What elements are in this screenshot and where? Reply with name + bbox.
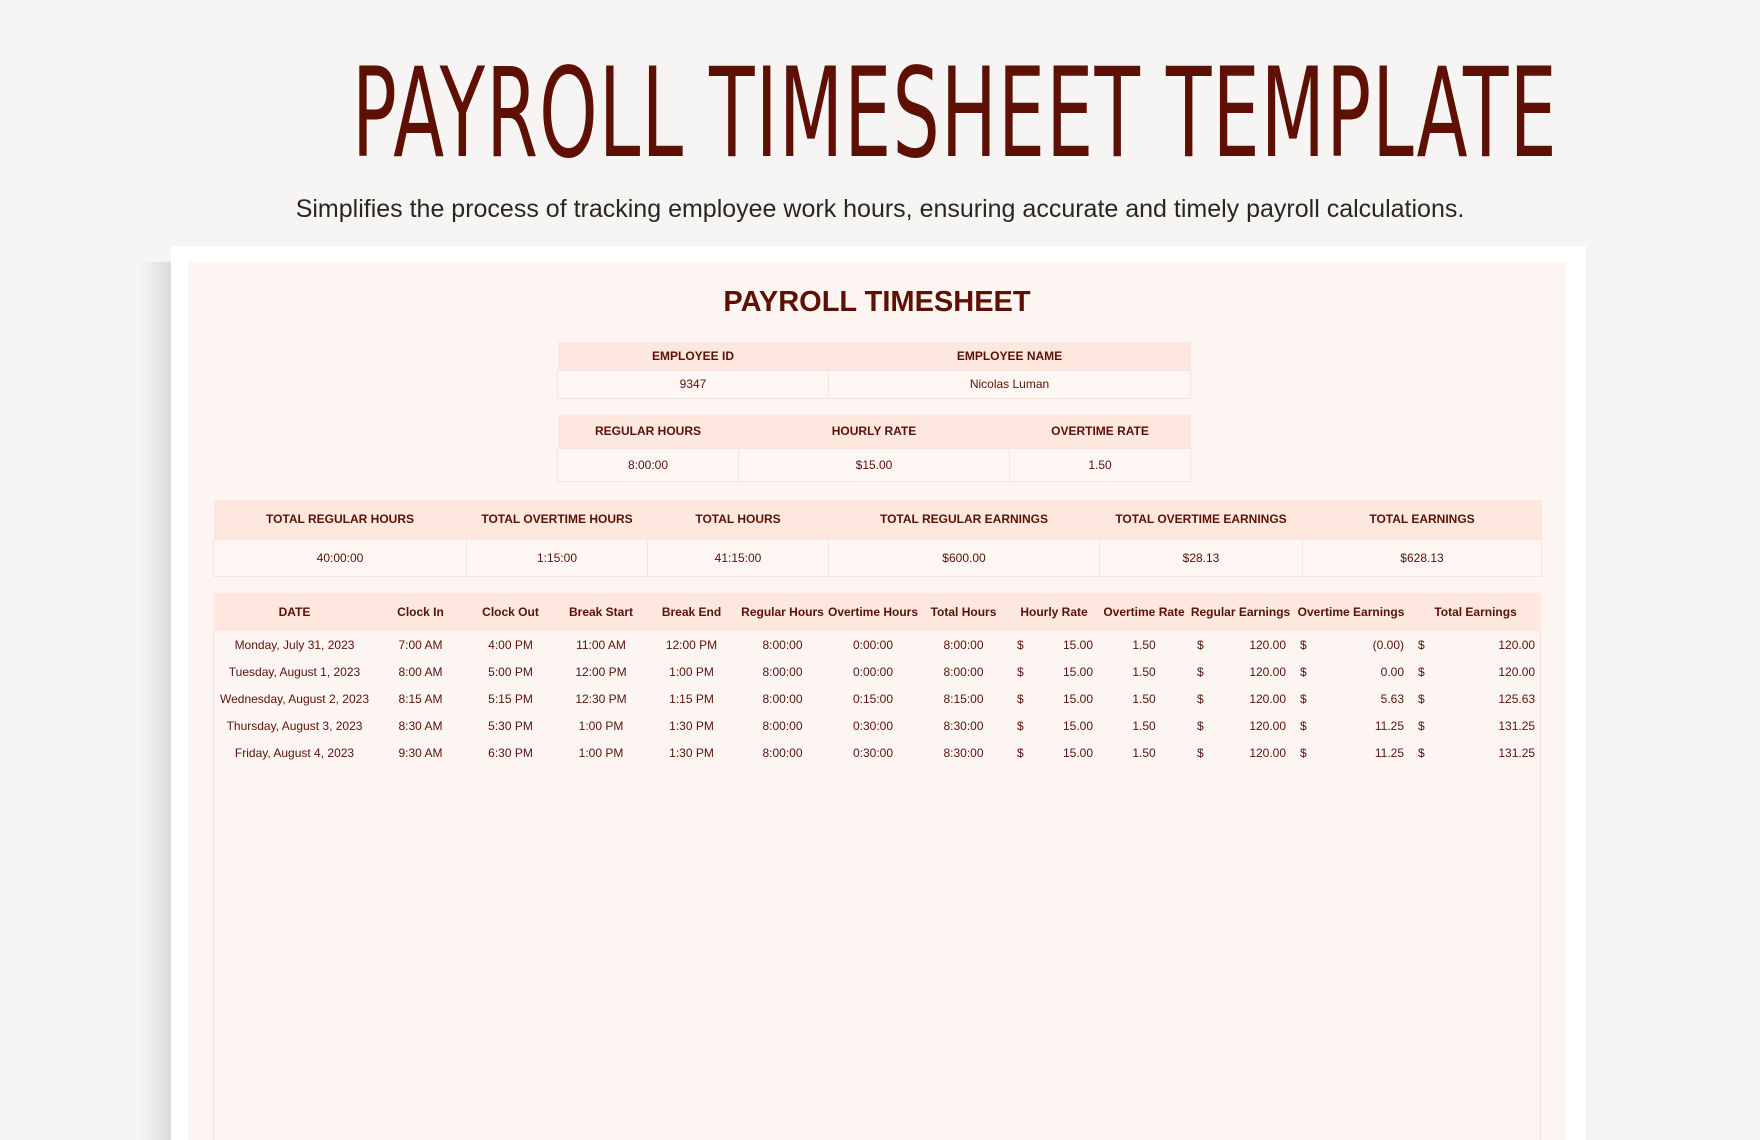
col-regular-earnings-header: Regular Earnings <box>1189 593 1292 631</box>
table-row <box>213 739 1541 766</box>
table-row <box>213 658 1541 685</box>
overtime-rate-header: OVERTIME RATE <box>1010 415 1191 448</box>
currency-symbol: $ <box>1418 691 1425 706</box>
break-end-cell[interactable]: 1:30 PM <box>669 718 714 733</box>
currency-symbol: $ <box>1197 718 1204 733</box>
employee-name-header: EMPLOYEE NAME <box>829 342 1191 370</box>
currency-symbol: $ <box>1017 691 1024 706</box>
currency-symbol: $ <box>1300 637 1307 652</box>
regular-hours-cell[interactable]: 8:00:00 <box>762 637 803 652</box>
break-end-cell[interactable]: 12:00 PM <box>665 637 718 652</box>
currency-symbol: $ <box>1418 718 1425 733</box>
hourly-rate-cell[interactable]: 15.00 <box>1062 664 1094 679</box>
total-regular-hours-header: TOTAL REGULAR HOURS <box>214 500 467 539</box>
clock-out-cell[interactable]: 5:00 PM <box>488 664 533 679</box>
clock-out-cell[interactable]: 5:15 PM <box>488 691 533 706</box>
total-earnings-cell[interactable]: $628.13 <box>1303 539 1542 576</box>
total-regular-earnings-header: TOTAL REGULAR EARNINGS <box>829 500 1100 539</box>
total-overtime-earnings-cell[interactable]: $28.13 <box>1100 539 1303 576</box>
date-cell[interactable]: Friday, August 4, 2023 <box>234 745 355 760</box>
hourly-rate-cell[interactable]: 15.00 <box>1062 718 1094 733</box>
total-overtime-hours-cell[interactable]: 1:15:00 <box>467 539 648 576</box>
currency-symbol: $ <box>1017 664 1024 679</box>
total-overtime-earnings-header: TOTAL OVERTIME EARNINGS <box>1100 500 1303 539</box>
total-hours-cell[interactable]: 8:30:00 <box>943 745 984 760</box>
break-start-cell[interactable]: 12:00 PM <box>575 664 627 679</box>
hourly-rate-cell[interactable]: 15.00 <box>1062 691 1094 706</box>
col-regular-hours-header: Regular Hours <box>737 593 828 631</box>
overtime-hours-cell[interactable]: 0:30:00 <box>852 718 894 733</box>
hourly-rate-cell[interactable]: 15.00 <box>1062 745 1094 760</box>
employee-info-table <box>557 342 1191 399</box>
regular-hours-cell[interactable]: 8:00:00 <box>762 664 803 679</box>
col-overtime-hours-header: Overtime Hours <box>828 593 918 631</box>
break-end-cell[interactable]: 1:15 PM <box>669 691 714 706</box>
table-row <box>213 685 1541 712</box>
regular-earnings-cell[interactable]: 120.00 <box>1249 691 1287 706</box>
currency-symbol: $ <box>1300 718 1307 733</box>
col-date-header: DATE <box>213 593 376 631</box>
employee-id-cell[interactable]: 9347 <box>558 370 829 398</box>
currency-symbol: $ <box>1418 637 1425 652</box>
break-end-cell[interactable]: 1:30 PM <box>669 745 714 760</box>
col-clock-out-header: Clock Out <box>465 593 556 631</box>
regular-earnings-cell[interactable]: 120.00 <box>1249 745 1287 760</box>
col-clock-in-header: Clock In <box>376 593 465 631</box>
regular-hours-cell[interactable]: 8:00:00 <box>558 448 739 481</box>
overtime-earnings-cell[interactable]: 11.25 <box>1374 745 1405 760</box>
timesheet-sheet <box>188 262 1566 1140</box>
overtime-hours-cell[interactable]: 0:30:00 <box>852 745 894 760</box>
col-total-hours-header: Total Hours <box>918 593 1009 631</box>
overtime-earnings-cell[interactable]: 5.63 <box>1380 691 1405 706</box>
regular-earnings-cell[interactable]: 120.00 <box>1249 718 1287 733</box>
overtime-hours-cell[interactable]: 0:15:00 <box>852 691 894 706</box>
overtime-earnings-cell[interactable]: (0.00) <box>1372 637 1405 652</box>
break-start-cell[interactable]: 1:00 PM <box>578 745 624 760</box>
clock-in-cell[interactable]: 9:30 AM <box>398 745 443 760</box>
log-header-row <box>213 593 1541 631</box>
total-regular-hours-cell[interactable]: 40:00:00 <box>214 539 467 576</box>
total-earnings-header: TOTAL EARNINGS <box>1303 500 1542 539</box>
daily-log-table <box>213 593 1541 766</box>
total-earnings-cell[interactable]: 120.00 <box>1498 664 1536 679</box>
break-end-cell[interactable]: 1:00 PM <box>669 664 714 679</box>
date-cell[interactable]: Thursday, August 3, 2023 <box>226 718 363 733</box>
currency-symbol: $ <box>1300 745 1307 760</box>
date-cell[interactable]: Monday, July 31, 2023 <box>234 637 355 652</box>
col-overtime-earnings-header: Overtime Earnings <box>1292 593 1410 631</box>
total-hours-cell[interactable]: 8:00:00 <box>943 664 984 679</box>
overtime-earnings-cell[interactable]: 0.00 <box>1380 664 1405 679</box>
currency-symbol: $ <box>1197 664 1204 679</box>
col-hourly-rate-header: Hourly Rate <box>1009 593 1099 631</box>
currency-symbol: $ <box>1197 691 1204 706</box>
date-cell[interactable]: Wednesday, August 2, 2023 <box>220 691 369 706</box>
date-cell[interactable]: Tuesday, August 1, 2023 <box>228 664 361 679</box>
total-hours-header: TOTAL HOURS <box>648 500 829 539</box>
total-regular-earnings-cell[interactable]: $600.00 <box>829 539 1100 576</box>
total-hours-cell[interactable]: 41:15:00 <box>648 539 829 576</box>
regular-earnings-cell[interactable]: 120.00 <box>1249 664 1287 679</box>
clock-out-cell[interactable]: 5:30 PM <box>488 718 533 733</box>
clock-out-cell[interactable]: 4:00 PM <box>488 637 533 652</box>
break-start-cell[interactable]: 11:00 AM <box>576 637 626 652</box>
total-earnings-cell[interactable]: 120.00 <box>1498 637 1536 652</box>
total-earnings-cell[interactable]: 131.25 <box>1498 745 1536 760</box>
col-break-end-header: Break End <box>646 593 737 631</box>
total-hours-cell[interactable]: 8:15:00 <box>943 691 984 706</box>
currency-symbol: $ <box>1418 745 1425 760</box>
rates-table <box>557 415 1191 482</box>
currency-symbol: $ <box>1017 718 1024 733</box>
clock-in-cell[interactable]: 8:15 AM <box>398 691 443 706</box>
currency-symbol: $ <box>1418 664 1425 679</box>
overtime-rate-cell[interactable]: 1.50 <box>1132 637 1156 652</box>
currency-symbol: $ <box>1197 637 1204 652</box>
overtime-rate-cell[interactable]: 1.50 <box>1010 448 1191 481</box>
total-earnings-cell[interactable]: 125.63 <box>1498 691 1536 706</box>
clock-in-cell[interactable]: 7:00 AM <box>398 637 443 652</box>
employee-name-cell[interactable]: Nicolas Luman <box>829 370 1191 398</box>
currency-symbol: $ <box>1300 664 1307 679</box>
table-row <box>213 712 1541 739</box>
col-total-earnings-header: Total Earnings <box>1410 593 1541 631</box>
overtime-rate-cell[interactable]: 1.50 <box>1132 691 1156 706</box>
col-break-start-header: Break Start <box>556 593 646 631</box>
hourly-rate-header: HOURLY RATE <box>739 415 1010 448</box>
col-overtime-rate-header: Overtime Rate <box>1099 593 1189 631</box>
table-row <box>213 631 1541 658</box>
overtime-hours-cell[interactable]: 0:00:00 <box>852 637 894 652</box>
hourly-rate-cell[interactable]: $15.00 <box>739 448 1010 481</box>
break-start-cell[interactable]: 12:30 PM <box>575 691 627 706</box>
regular-hours-cell[interactable]: 8:00:00 <box>762 718 803 733</box>
overtime-rate-cell[interactable]: 1.50 <box>1132 718 1156 733</box>
hourly-rate-cell[interactable]: 15.00 <box>1062 637 1094 652</box>
overtime-earnings-cell[interactable]: 11.25 <box>1374 718 1405 733</box>
overtime-hours-cell[interactable]: 0:00:00 <box>852 664 894 679</box>
overtime-rate-cell[interactable]: 1.50 <box>1132 745 1156 760</box>
total-hours-cell[interactable]: 8:00:00 <box>943 637 984 652</box>
clock-in-cell[interactable]: 8:30 AM <box>398 718 443 733</box>
total-earnings-cell[interactable]: 131.25 <box>1498 718 1536 733</box>
page-title: PAYROLL TIMESHEET TEMPLATE <box>352 42 1558 186</box>
regular-hours-header: REGULAR HOURS <box>558 415 739 448</box>
regular-hours-cell[interactable]: 8:00:00 <box>762 745 803 760</box>
total-overtime-hours-header: TOTAL OVERTIME HOURS <box>467 500 648 539</box>
sheet-title: PAYROLL TIMESHEET <box>723 286 1031 318</box>
currency-symbol: $ <box>1300 691 1307 706</box>
regular-earnings-cell[interactable]: 120.00 <box>1249 637 1287 652</box>
regular-hours-cell[interactable]: 8:00:00 <box>762 691 803 706</box>
employee-id-header: EMPLOYEE ID <box>558 342 829 370</box>
currency-symbol: $ <box>1197 745 1204 760</box>
clock-out-cell[interactable]: 6:30 PM <box>488 745 533 760</box>
totals-table <box>213 500 1542 577</box>
currency-symbol: $ <box>1017 637 1024 652</box>
break-start-cell[interactable]: 1:00 PM <box>578 718 624 733</box>
page-subtitle: Simplifies the process of tracking employee work hours, ensuring accurate and timely payroll calculations. <box>295 195 1465 223</box>
currency-symbol: $ <box>1017 745 1024 760</box>
overtime-rate-cell[interactable]: 1.50 <box>1132 664 1156 679</box>
total-hours-cell[interactable]: 8:30:00 <box>943 718 984 733</box>
clock-in-cell[interactable]: 8:00 AM <box>398 664 443 679</box>
